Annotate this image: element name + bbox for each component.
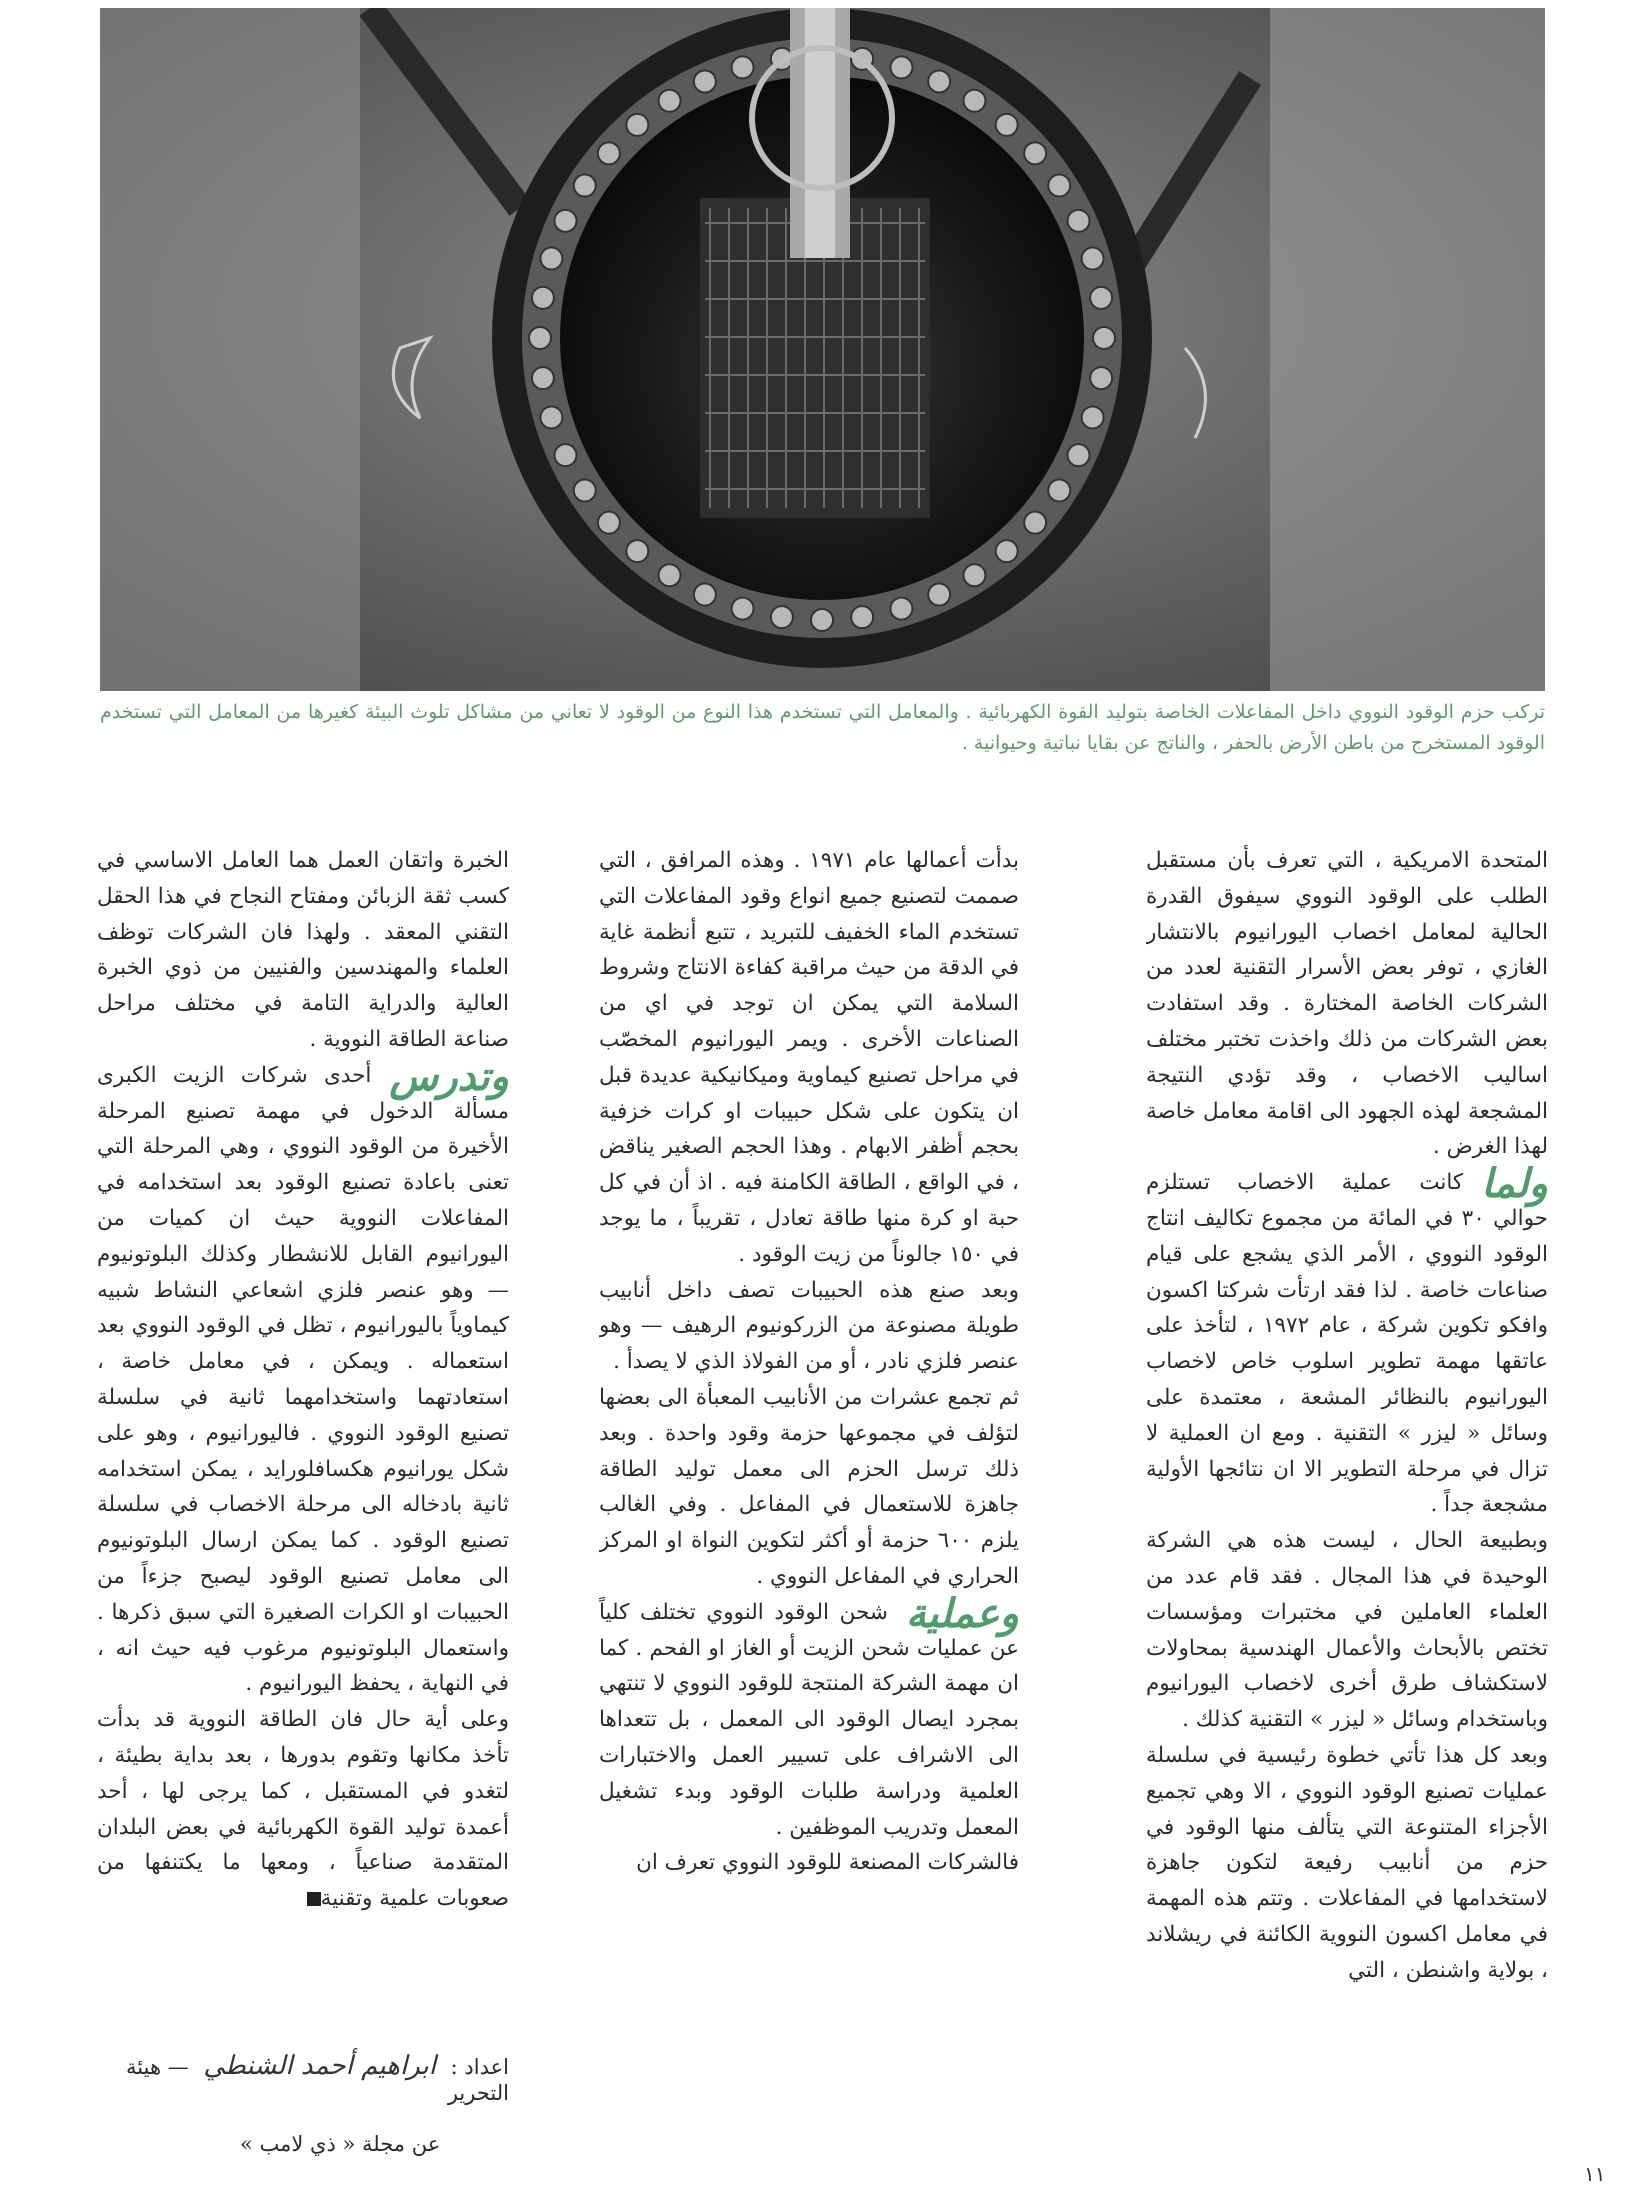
- flange-bolt: [1068, 210, 1090, 232]
- flange-bolt: [626, 114, 648, 136]
- reactor-photo-illustration: [100, 8, 1545, 691]
- flange-bolt: [1082, 248, 1104, 270]
- flange-bolt: [732, 598, 754, 620]
- flange-bolt: [1048, 479, 1070, 501]
- flange-bolt: [540, 406, 562, 428]
- flange-bolt: [694, 70, 716, 92]
- page-number: ١١: [1584, 2162, 1606, 2186]
- paragraph: وبطبيعة الحال ، ليست هذه هي الشركة الوحيدة في هذا المجال . فقد قام عدد من العلماء العاملين في مختبرات ومؤسسات تختص بالأبحاث والأعمال الهندسية بمحاولات لاستكشاف طرق أخرى لاخصاب اليورانيوم وباستخدام وسائل « ليزر » التقنية كذلك .: [1146, 1528, 1548, 1733]
- flange-bolt: [554, 444, 576, 466]
- paragraph-text: شحن الوقود النووي تختلف كلياً عن عمليات شحن الزيت أو الغاز او الفحم . كما ان مهمة الشركة المنتجة للوقود النووي لا تنتهي بمجرد ايصال الوقود الى المعمل ، بل تتعداها الى الاشراف على تسيير العمل والاختبارات العلمية ودراسة طلبات الوقود وبدء تشغيل المعمل وتدريب الموظفين .: [599, 1599, 1019, 1840]
- article-column-middle: [599, 843, 1019, 2123]
- article-column-right: [1146, 843, 1548, 2123]
- flange-bolt: [532, 367, 554, 389]
- reactor-photo: [100, 8, 1545, 691]
- flange-bolt: [1093, 327, 1115, 349]
- flange-bolt: [928, 584, 950, 606]
- end-of-article-mark: [307, 1892, 321, 1906]
- source-note: عن مجلة « ذي لامب »: [240, 2132, 441, 2156]
- flange-bolt: [963, 90, 985, 112]
- paragraph-text: كانت عملية الاخصاب تستلزم حوالي ٣٠ في المائة من مجموع تكاليف انتاج الوقود النووي ، الأمر الذي يشجع على قيام صناعات خاصة . لذا فقد ارتأت شركتا اكسون وافكو تكوين شركة ، عام ١٩٧٢ ، لتأخذ على عاتقها مهمة تطوير اسلوب خاص لاخصاب اليورانيوم بالنظائر المشعة ، معتمدة على وسائل « ليزر » التقنية . ومع ان العملية لا تزال في مرحلة التطوير الا ان نتائجها الأولية مشجعة جداً .: [1146, 1170, 1548, 1518]
- paragraph: المتحدة الامريكية ، التي تعرف بأن مستقبل الطلب على الوقود النووي سيفوق القدرة الحالية لمعامل اخصاب اليورانيوم بالانتشار الغازي ، توفر بعض الأسرار التقنية لعدد من الشركات الخاصة المختارة . وقد استفادت بعض الشركات من ذلك واخذت تختبر مختلف اساليب الاخصاب ، وقد تؤدي النتيجة المشجعة لهذه الجهود الى اقامة معامل خاصة لهذا الغرض .: [1146, 848, 1548, 1160]
- paragraph: فالشركات المصنعة للوقود النووي تعرف ان: [636, 1850, 1019, 1876]
- flange-bolt: [1090, 367, 1112, 389]
- paragraph-with-heading: [1146, 1160, 1548, 1523]
- flange-bolt: [1048, 175, 1070, 197]
- flange-bolt: [598, 142, 620, 164]
- flange-bolt: [996, 114, 1018, 136]
- flange-bolt: [996, 540, 1018, 562]
- flange-bolt: [732, 56, 754, 78]
- flange-bolt: [529, 327, 551, 349]
- credit-staff: — هيئة التحرير: [126, 2055, 509, 2105]
- flange-bolt: [1024, 142, 1046, 164]
- inline-heading: وتدرس: [389, 1052, 509, 1100]
- flange-bolt: [554, 210, 576, 232]
- flange-bolt: [963, 564, 985, 586]
- flange-bolt: [1068, 444, 1090, 466]
- flange-bolt: [574, 479, 596, 501]
- flange-bolt: [928, 70, 950, 92]
- flange-bolt: [532, 287, 554, 309]
- flange-bolt: [890, 598, 912, 620]
- author-credit: [97, 2051, 509, 2105]
- flange-bolt: [1082, 406, 1104, 428]
- inline-heading: ولما: [1481, 1160, 1548, 1208]
- paragraph: الخبرة واتقان العمل هما العامل الاساسي في كسب ثقة الزبائن ومفتاح النجاح في هذا الحقل التقني المعقد . ولهذا فان الشركات توظف العلماء والمهندسين والفنيين من ذوي الخبرة العالية والدراية التامة في مختلف مراحل صناعة الطاقة النووية .: [97, 848, 509, 1052]
- credit-label: اعداد :: [450, 2055, 509, 2079]
- paragraph: وبعد صنع هذه الحبيبات تصف داخل أنابيب طويلة مصنوعة من الزركونيوم الرهيف — وهو عنصر فلزي نادر ، أو من الفولاذ الذي لا يصدأ .: [599, 1277, 1019, 1375]
- paragraph-text: أحدى شركات الزيت الكبرى مسألة الدخول في مهمة تصنيع المرحلة الأخيرة من الوقود النووي ، وهي المرحلة التي تعنى باعادة تصنيع الوقود بعد استخدامه في المفاعلات النووية حيث ان كميات من اليورانيوم القابل للانشطار وكذلك البلوتونيوم — وهو عنصر فلزي اشعاعي النشاط شبيه كيماوياً باليورانيوم ، تظل في الوقود النووي بعد استعماله . ويمكن ، في معامل خاصة ، استعادتهما واستخدامهما ثانية في سلسلة تصنيع الوقود النووي . فاليورانيوم ، وهو على شكل يورانيوم هكسافلورايد ، يمكن استخدامه ثانية بادخاله الى مرحلة الاخصاب في سلسلة تصنيع الوقود . كما يمكن ارسال البلوتونيوم الى معامل تصنيع الوقود ليصبح جزءاً من الحبيبات او الكرات الصغيرة التي سبق ذكرها . واستعمال البلوتونيوم مرغوب فيه حيث انه ، في النهاية ، يحفظ اليورانيوم .: [97, 1062, 509, 1697]
- paragraph: [97, 1702, 509, 1917]
- article-column-left: [97, 843, 509, 2043]
- inline-heading: وعملية: [905, 1589, 1019, 1637]
- paragraph-text: وعلى أية حال فان الطاقة النووية قد بدأت تأخذ مكانها وتقوم بدورها ، بعد بداية بطيئة ، لتغدو في المستقبل ، كما يرجى لها ، أحد أعمدة توليد القوة الكهربائية في بعض البلدان المتقدمة صناعياً ، ومعها ما يكتنفها من صعوبات علمية وتقنية: [97, 1707, 509, 1912]
- flange-bolt: [694, 584, 716, 606]
- flange-bolt: [574, 175, 596, 197]
- flange-bolt: [598, 512, 620, 534]
- flange-bolt: [890, 56, 912, 78]
- paragraph: بدأت أعمالها عام ١٩٧١ . وهذه المرافق ، التي صممت لتصنيع جميع انواع وقود المفاعلات التي تستخدم الماء الخفيف للتبريد ، تتبع أنظمة غاية في الدقة من حيث مراقبة كفاءة الانتاج وشروط السلامة التي يمكن ان توجد في اي من الصناعات الأخرى . ويمر اليورانيوم المخصّب في مراحل تصنيع كيماوية وميكانيكية عديدة قبل ان يتكون على شكل حبيبات او كرات خزفية بحجم أظفر الابهام . وهذا الحجم الصغير يناقض ، في الواقع ، الطاقة الكامنة فيه . اذ أن في كل حبة او كرة منها طاقة تعادل ، تقريباً ، ما يوجد في ١٥٠ جالوناً من زيت الوقود .: [599, 848, 1019, 1267]
- paragraph-with-heading: [97, 1052, 509, 1702]
- paragraph-with-heading: [599, 1589, 1019, 1846]
- flange-bolt: [659, 90, 681, 112]
- flange-bolt: [1090, 287, 1112, 309]
- paragraph: وبعد كل هذا تأتي خطوة رئيسية في سلسلة عمليات تصنيع الوقود النووي ، الا وهي تجميع الأجزاء المتنوعة التي يتألف منها الوقود في حزم من أنابيب رفيعة لتكون جاهزة لاستخدامها في المفاعلات . وتتم هذه المهمة في معامل اكسون النووية الكائنة في ريشلاند ، بولاية واشنطن ، التي: [1146, 1742, 1548, 1983]
- photo-caption: تركب حزم الوقود النووي داخل المفاعلات الخاصة بتوليد القوة الكهربائية . والمعامل التي تستخدم هذا النوع من الوقود لا تعاني من مشاكل تلوث البيئة كغيرها من المعامل التي تستخدم الوقود المستخرج من باطن الأرض بالحفر ، والناتج عن بقايا نباتية وحيوانية .: [100, 701, 1545, 754]
- flange-bolt: [851, 606, 873, 628]
- flange-bolt: [811, 609, 833, 631]
- flange-bolt: [540, 248, 562, 270]
- author-signature: ابراهيم أحمد الشنطي: [203, 2051, 436, 2081]
- paragraph: ثم تجمع عشرات من الأنابيب المعبأة الى بعضها لتؤلف في مجموعها حزمة وقود واحدة . وبعد ذلك ترسل الحزم الى معمل توليد الطاقة جاهزة للاستعمال في المفاعل . وفي الغالب يلزم ٦٠٠ حزمة أو أكثر لتكوين النواة او المركز الحراري في المفاعل النووي .: [599, 1384, 1019, 1589]
- flange-bolt: [771, 606, 793, 628]
- flange-bolt: [659, 564, 681, 586]
- flange-bolt: [1024, 512, 1046, 534]
- flange-bolt: [626, 540, 648, 562]
